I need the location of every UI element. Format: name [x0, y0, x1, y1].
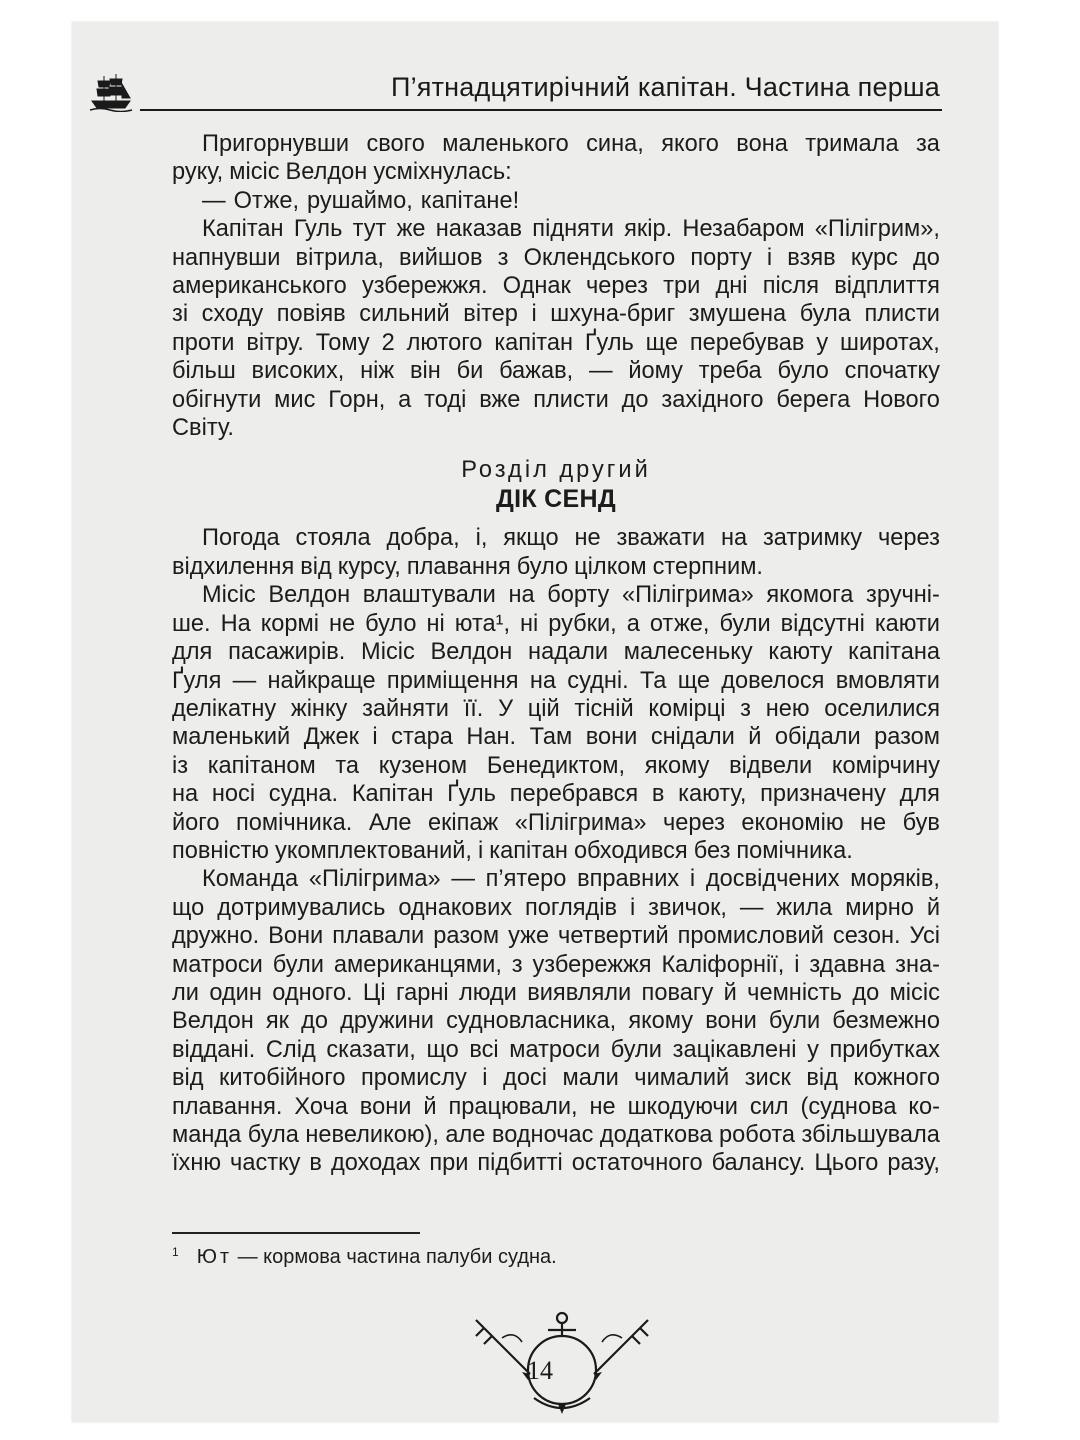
- text-line: повністю укомплектований, і капітан обходився без помічника.: [172, 837, 853, 864]
- footnote: [172, 1245, 557, 1269]
- paragraph: [172, 581, 940, 865]
- footnote-text: — кормова частина палуби судна.: [232, 1246, 557, 1268]
- paragraph: [172, 215, 940, 442]
- text-line: Світу.: [172, 415, 234, 442]
- text-line: маленький Джек і стара Нан. Там вони снідали й обідали разом: [172, 724, 940, 751]
- text-line: їхню частку в доходах при підбитті остаточного балансу. Цього разу,: [172, 1150, 940, 1177]
- text-line: манда була невеликою), але водночас додаткова робота збільшувала: [172, 1122, 940, 1148]
- text-block-top: [172, 130, 940, 442]
- text-block-bottom: [172, 524, 940, 1177]
- text-line: Капітан Гуль тут же наказав підняти якір. Незабаром «Пілігрим»,: [202, 216, 940, 243]
- text-line: більш високих, ніж він би бажав, — йому треба було спочатку: [172, 358, 940, 385]
- text-line: від китобійного промислу і досі мали чималий зиск від кожного: [172, 1065, 940, 1092]
- text-line: плавання. Хоча вони й працювали, не шкодуючи сил (суднова ко-: [172, 1093, 940, 1120]
- sailing-ship-icon: [88, 72, 134, 112]
- text-line: зі сходу повіяв сильний вітер і шхуна-бриг змушена була плисти: [172, 301, 940, 328]
- text-line: ше. На кормі не було ні юта¹, ні рубки, а отже, були відсутні каюти: [172, 610, 940, 637]
- text-line: — Отже, рушаймо, капітане!: [202, 187, 520, 214]
- text-line: Команда «Пілігрима» — п’ятеро вправних і досвідчених моряків,: [202, 866, 940, 893]
- text-line: обігнути мис Горн, а тоді вже плисти до західного берега Нового: [172, 386, 940, 413]
- text-line: ли один одного. Ці гарні люди виявляли повагу й чемність до місіс: [172, 979, 940, 1006]
- running-header: [88, 70, 942, 116]
- chapter-title: ДІК СЕНД: [496, 485, 616, 514]
- text-line: руку, місіс Велдон усміхнулась:: [172, 159, 512, 186]
- footnote-marker: 1: [172, 1245, 179, 1259]
- text-line: Ґуля — найкраще приміщення на судні. Та ще довелося вмовляти: [172, 667, 940, 694]
- running-header-title: П’ятнадцятирічний капітан. Частина перша: [387, 72, 940, 103]
- page-body: [172, 130, 940, 1178]
- text-line: Пригорнувши свого маленького сина, якого вона тримала за: [202, 131, 940, 157]
- text-line: на носі судна. Капітан Ґуль перебрався в каюту, призначену для: [172, 781, 940, 808]
- footnote-rule: [172, 1232, 420, 1234]
- text-line: дружно. Вони плавали разом уже четвертий промисловий сезон. Усі: [172, 923, 940, 950]
- text-line: із капітаном та кузеном Бенедиктом, якому відвели комірчину: [172, 752, 940, 779]
- text-line: матроси були американцями, з узбережжя Каліфорнії, і здавна зна-: [172, 951, 940, 978]
- footnote-term: Ют: [196, 1246, 233, 1268]
- text-line: Місіс Велдон влаштували на борту «Пілігрима» якомога зручні-: [202, 582, 940, 609]
- paragraph: [172, 524, 940, 581]
- header-rule: [140, 109, 942, 111]
- text-line: віддані. Слід сказати, що всі матроси були зацікавлені у прибутках: [172, 1036, 940, 1063]
- text-line: його помічника. Але екіпаж «Пілігрима» через економію не був: [172, 809, 940, 836]
- chapter-label: Розділ другий: [461, 457, 651, 484]
- text-line: відхилення від курсу, плавання було цілком стерпним.: [172, 553, 763, 580]
- paragraph: [172, 130, 940, 187]
- page-number: 14: [527, 1356, 553, 1385]
- text-line: що дотримувались однакових поглядів і звичок, — жила мирно й: [172, 894, 940, 921]
- paragraph: [172, 187, 940, 215]
- text-line: Велдон як до дружини судновласника, якому вони були безмежно: [172, 1008, 940, 1035]
- paragraph: [172, 865, 940, 1177]
- text-line: Погода стояла добра, і, якщо не зважати на затримку через: [202, 525, 940, 552]
- anchor-wreath-icon: [462, 1308, 662, 1418]
- text-line: американського узбережжя. Однак через три дні після відплиття: [172, 273, 940, 300]
- text-line: напнувши вітрила, вийшов з Оклендського порту і взяв курс до: [172, 244, 940, 271]
- text-line: для пасажирів. Місіс Велдон надали малесеньку каюту капітана: [172, 639, 940, 666]
- text-line: проти вітру. Тому 2 лютого капітан Ґуль ще перебував у широтах,: [172, 329, 940, 356]
- text-line: делікатну жінку зайняти її. У цій тісній комірці з нею оселилися: [172, 695, 940, 722]
